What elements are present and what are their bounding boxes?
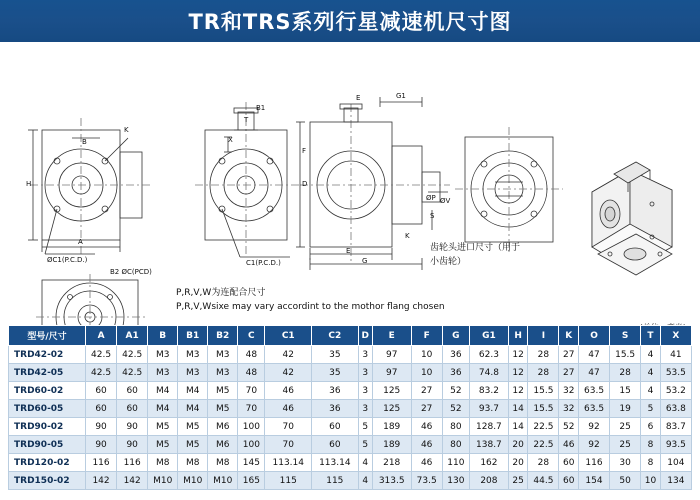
cell-c: 48 (238, 364, 265, 382)
cell-g: 36 (442, 364, 469, 382)
caption-b: B (82, 138, 87, 146)
cell-b: M10 (148, 472, 178, 490)
cell-b1: M4 (178, 400, 208, 418)
cell-a1: 90 (117, 436, 148, 454)
column-header-model: 型号/尺寸 (9, 326, 86, 346)
cell-model: TRD90-02 (9, 418, 86, 436)
cell-g1: 162 (469, 454, 508, 472)
cell-f: 73.5 (411, 472, 442, 490)
column-header-x: X (660, 326, 691, 346)
cell-g: 130 (442, 472, 469, 490)
cell-o: 116 (578, 454, 609, 472)
column-header-o: O (578, 326, 609, 346)
column-header-h: H (508, 326, 528, 346)
cell-c1: 42 (265, 364, 312, 382)
cell-c2: 36 (312, 400, 359, 418)
cell-b: M3 (148, 346, 178, 364)
table-header-row (9, 326, 692, 346)
cell-x: 41 (660, 346, 691, 364)
cell-k: 46 (559, 436, 579, 454)
cell-b: M5 (148, 436, 178, 454)
cell-x: 83.7 (660, 418, 691, 436)
column-header-s: S (610, 326, 641, 346)
column-header-a1: A1 (117, 326, 148, 346)
cell-d: 4 (358, 454, 372, 472)
caption-h: H (26, 180, 32, 188)
drawing-area (0, 42, 700, 332)
caption-d: D (302, 180, 308, 188)
cell-i: 15.5 (528, 382, 559, 400)
cell-i: 44.5 (528, 472, 559, 490)
cell-c1: 115 (265, 472, 312, 490)
caption-p: ØP (426, 194, 436, 202)
column-header-g: G (442, 326, 469, 346)
cell-d: 3 (358, 400, 372, 418)
cell-model: TRD120-02 (9, 454, 86, 472)
cell-c: 70 (238, 400, 265, 418)
cell-d: 5 (358, 436, 372, 454)
cell-x: 134 (660, 472, 691, 490)
table-row (9, 418, 692, 436)
cell-c: 100 (238, 436, 265, 454)
caption-c1-pcd-mid: C1(P.C.D.) (246, 259, 281, 267)
cell-s: 50 (610, 472, 641, 490)
cell-b1: M5 (178, 418, 208, 436)
cell-b2: M10 (208, 472, 238, 490)
cell-d: 4 (358, 472, 372, 490)
cell-o: 92 (578, 418, 609, 436)
cell-s: 19 (610, 400, 641, 418)
cell-c: 165 (238, 472, 265, 490)
cell-model: TRD42-05 (9, 364, 86, 382)
cell-a: 90 (86, 418, 117, 436)
cell-c1: 113.14 (265, 454, 312, 472)
cell-b1: M8 (178, 454, 208, 472)
cell-i: 28 (528, 364, 559, 382)
cell-k: 27 (559, 364, 579, 382)
cell-i: 15.5 (528, 400, 559, 418)
cell-f: 27 (411, 400, 442, 418)
cell-e: 97 (372, 364, 411, 382)
dimension-table (8, 325, 692, 490)
cell-s: 28 (610, 364, 641, 382)
table-row (9, 382, 692, 400)
cell-e: 189 (372, 436, 411, 454)
cell-a1: 60 (117, 382, 148, 400)
cell-b: M8 (148, 454, 178, 472)
cell-c2: 115 (312, 472, 359, 490)
cell-d: 5 (358, 418, 372, 436)
cell-k: 32 (559, 400, 579, 418)
cell-a: 42.5 (86, 364, 117, 382)
cell-h: 20 (508, 454, 528, 472)
cell-d: 3 (358, 382, 372, 400)
cell-b1: M4 (178, 382, 208, 400)
cell-h: 25 (508, 472, 528, 490)
cell-g: 80 (442, 436, 469, 454)
cell-b: M5 (148, 418, 178, 436)
table-row (9, 364, 692, 382)
cell-o: 47 (578, 346, 609, 364)
cell-g: 52 (442, 382, 469, 400)
cell-f: 46 (411, 418, 442, 436)
column-header-d: D (358, 326, 372, 346)
cell-s: 25 (610, 418, 641, 436)
column-header-c: C (238, 326, 265, 346)
cell-c1: 70 (265, 418, 312, 436)
cell-e: 218 (372, 454, 411, 472)
cell-h: 20 (508, 436, 528, 454)
cell-g1: 62.3 (469, 346, 508, 364)
cell-i: 22.5 (528, 418, 559, 436)
cell-g1: 83.2 (469, 382, 508, 400)
cell-k: 32 (559, 382, 579, 400)
cell-d: 3 (358, 364, 372, 382)
caption-e: E (346, 247, 351, 255)
cell-c1: 70 (265, 436, 312, 454)
cell-s: 25 (610, 436, 641, 454)
cell-t: 8 (641, 436, 661, 454)
cell-s: 15.5 (610, 346, 641, 364)
caption-v: ØV (440, 197, 451, 205)
gear-note-line-2: 小齿轮） (430, 256, 467, 267)
cell-a1: 142 (117, 472, 148, 490)
cell-o: 154 (578, 472, 609, 490)
cell-e: 125 (372, 400, 411, 418)
caption-g: G (362, 257, 368, 265)
cell-f: 27 (411, 382, 442, 400)
cell-b: M4 (148, 400, 178, 418)
cell-c2: 35 (312, 346, 359, 364)
cell-o: 47 (578, 364, 609, 382)
cell-c: 100 (238, 418, 265, 436)
cell-a1: 90 (117, 418, 148, 436)
cell-i: 28 (528, 346, 559, 364)
cell-o: 63.5 (578, 400, 609, 418)
cell-g: 36 (442, 346, 469, 364)
cell-c: 70 (238, 382, 265, 400)
cell-a1: 42.5 (117, 346, 148, 364)
note-line-1: P,R,V,W为连配合尺寸 (176, 288, 266, 298)
caption-x: X (228, 136, 233, 144)
column-header-k: K (559, 326, 579, 346)
cell-a: 60 (86, 382, 117, 400)
column-header-f: F (411, 326, 442, 346)
caption-t: T (244, 116, 249, 124)
caption-b1: B1 (256, 104, 266, 112)
title-bar (0, 0, 700, 42)
cell-model: TRD60-05 (9, 400, 86, 418)
caption-e-top: E (356, 94, 361, 102)
cell-b2: M3 (208, 346, 238, 364)
cell-k: 60 (559, 472, 579, 490)
cell-t: 5 (641, 400, 661, 418)
cell-i: 28 (528, 454, 559, 472)
cell-h: 12 (508, 364, 528, 382)
column-header-b: B (148, 326, 178, 346)
caption-s: S (430, 212, 435, 220)
table-row (9, 436, 692, 454)
cell-f: 10 (411, 364, 442, 382)
cell-a: 142 (86, 472, 117, 490)
table-row (9, 346, 692, 364)
cell-b1: M3 (178, 346, 208, 364)
cell-b1: M10 (178, 472, 208, 490)
cell-s: 15 (610, 382, 641, 400)
column-header-c1: C1 (265, 326, 312, 346)
cell-g1: 74.8 (469, 364, 508, 382)
cell-e: 313.5 (372, 472, 411, 490)
cell-g: 110 (442, 454, 469, 472)
cell-b2: M6 (208, 418, 238, 436)
cell-c2: 36 (312, 382, 359, 400)
fit-dimension-note (176, 287, 445, 314)
caption-k-right: K (405, 232, 410, 240)
cell-g1: 208 (469, 472, 508, 490)
cell-g1: 138.7 (469, 436, 508, 454)
column-header-c2: C2 (312, 326, 359, 346)
cell-c: 145 (238, 454, 265, 472)
cell-f: 46 (411, 436, 442, 454)
cell-a1: 116 (117, 454, 148, 472)
cell-a: 42.5 (86, 346, 117, 364)
cell-t: 4 (641, 382, 661, 400)
cell-k: 60 (559, 454, 579, 472)
cell-g1: 93.7 (469, 400, 508, 418)
caption-f: F (302, 147, 307, 155)
column-header-t: T (641, 326, 661, 346)
caption-k: K (124, 126, 129, 134)
cell-c1: 46 (265, 382, 312, 400)
cell-x: 63.8 (660, 400, 691, 418)
cell-t: 10 (641, 472, 661, 490)
cell-t: 4 (641, 346, 661, 364)
cell-b2: M3 (208, 364, 238, 382)
cell-c1: 46 (265, 400, 312, 418)
cell-model: TRD60-02 (9, 382, 86, 400)
cell-g: 80 (442, 418, 469, 436)
cell-h: 14 (508, 400, 528, 418)
cell-t: 4 (641, 364, 661, 382)
cell-b1: M3 (178, 364, 208, 382)
cell-o: 92 (578, 436, 609, 454)
cell-d: 3 (358, 346, 372, 364)
cell-b2: M8 (208, 454, 238, 472)
cell-b: M4 (148, 382, 178, 400)
caption-c1-pcd-left: ØC1(P.C.D.) (47, 256, 88, 264)
caption-g1: G1 (396, 92, 406, 100)
cell-x: 104 (660, 454, 691, 472)
cell-c1: 42 (265, 346, 312, 364)
cell-f: 10 (411, 346, 442, 364)
cell-c2: 113.14 (312, 454, 359, 472)
cell-c: 48 (238, 346, 265, 364)
cell-b: M3 (148, 364, 178, 382)
cell-a1: 42.5 (117, 364, 148, 382)
column-header-b1: B1 (178, 326, 208, 346)
column-header-g1: G1 (469, 326, 508, 346)
caption-a: A (78, 238, 83, 246)
cell-x: 53.2 (660, 382, 691, 400)
cell-c2: 60 (312, 418, 359, 436)
cell-k: 27 (559, 346, 579, 364)
cell-t: 8 (641, 454, 661, 472)
cell-b2: M6 (208, 436, 238, 454)
cell-x: 53.5 (660, 364, 691, 382)
note-line-2: P,R,V,Wsixe may vary accordint to the mothor flang chosen (176, 301, 445, 312)
page-title: TR和TRS系列行星减速机尺寸图 (188, 10, 512, 34)
table-row (9, 454, 692, 472)
cell-model: TRD42-02 (9, 346, 86, 364)
column-header-e: E (372, 326, 411, 346)
cell-f: 46 (411, 454, 442, 472)
cell-t: 6 (641, 418, 661, 436)
column-header-a: A (86, 326, 117, 346)
cell-b2: M5 (208, 400, 238, 418)
cell-a: 116 (86, 454, 117, 472)
cell-x: 93.5 (660, 436, 691, 454)
cell-b2: M5 (208, 382, 238, 400)
cell-b1: M5 (178, 436, 208, 454)
cell-g1: 128.7 (469, 418, 508, 436)
cell-h: 12 (508, 346, 528, 364)
caption-b2-c-pcd: B2 ØC(PCD) (110, 268, 152, 276)
cell-k: 52 (559, 418, 579, 436)
table-row (9, 400, 692, 418)
cell-o: 63.5 (578, 382, 609, 400)
table-row (9, 472, 692, 490)
cell-e: 125 (372, 382, 411, 400)
cell-model: TRD90-05 (9, 436, 86, 454)
cell-h: 14 (508, 418, 528, 436)
cell-e: 189 (372, 418, 411, 436)
cell-a: 60 (86, 400, 117, 418)
cell-i: 22.5 (528, 436, 559, 454)
cell-g: 52 (442, 400, 469, 418)
gear-head-note (430, 242, 550, 269)
gear-note-line-1: 齿轮头进口尺寸（用于 (430, 243, 521, 253)
cell-a: 90 (86, 436, 117, 454)
cell-model: TRD150-02 (9, 472, 86, 490)
cell-c2: 35 (312, 364, 359, 382)
column-header-b2: B2 (208, 326, 238, 346)
column-header-i: I (528, 326, 559, 346)
cell-c2: 60 (312, 436, 359, 454)
cell-e: 97 (372, 346, 411, 364)
cell-a1: 60 (117, 400, 148, 418)
cell-h: 12 (508, 382, 528, 400)
cell-s: 30 (610, 454, 641, 472)
